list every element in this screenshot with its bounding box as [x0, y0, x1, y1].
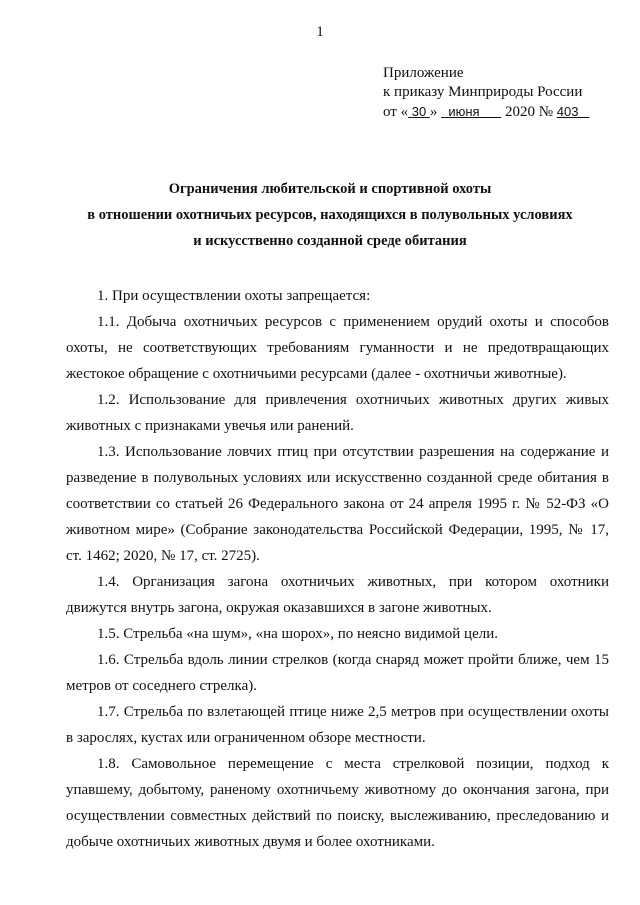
paragraph-1-6: 1.6. Стрельба вдоль линии стрелков (когда снаряд может пройти ближе, чем 15 метров от соседнего стрелка). — [66, 652, 609, 694]
order-number: 403 — [556, 104, 579, 119]
annex-block — [383, 64, 589, 122]
document-title — [40, 176, 620, 254]
paragraph-1-5: 1.5. Стрельба «на шум», «на шорох», по неясно видимой цели. — [97, 626, 498, 642]
paragraph-1-7: 1.7. Стрельба по взлетающей птице ниже 2,5 метров при осуществлении охоты в зарослях, кустах или ограниченном обзоре местности. — [66, 704, 609, 746]
title-line-1: Ограничения любительской и спортивной охоты — [168, 181, 492, 197]
paragraph-1-3: 1.3. Использование ловчих птиц при отсутствии разрешения на содержание и разведение в полувольных условиях или искусственно созданной среде обитания в соответствии со статьей 26 Федерального закона от 24 апреля 1995 г. № 52-ФЗ «О животном мире» (Собрание законодательства Российской Федерации, 1995, № 17, ст. 1462; 2020, № 17, ст. 2725). — [66, 444, 609, 564]
page-number: 1 — [316, 24, 324, 40]
date-month: июня — [448, 104, 480, 119]
paragraph-1-2: 1.2. Использование для привлечения охотничьих животных других живых животных с признаками увечья или ранений. — [66, 392, 609, 434]
paragraph-1: 1. При осуществлении охоты запрещается: — [97, 288, 371, 304]
paragraph-1-1: 1.1. Добыча охотничьих ресурсов с применением орудий охоты и способов охоты, не соответствующих требованиям гуманности и не предотвращающих жестокое обращение с охотничьими ресурсами (далее - охотничьи животные). — [66, 314, 609, 382]
title-line-2: в отношении охотничьих ресурсов, находящихся в полувольных условиях — [87, 207, 573, 223]
date-close-quote: » — [429, 104, 438, 120]
number-prefix: № — [538, 104, 554, 120]
date-day: 30 — [411, 104, 427, 119]
date-prefix: от « — [383, 104, 409, 120]
date-year: 2020 — [504, 104, 535, 120]
paragraph-1-4: 1.4. Организация загона охотничьих животных, при котором охотники движутся внутрь загона, окружая оказавшихся в загоне животных. — [66, 574, 609, 616]
document-body — [66, 283, 609, 855]
title-line-3: и искусственно созданной среде обитания — [193, 233, 467, 249]
paragraph-1-8: 1.8. Самовольное перемещение с места стрелковой позиции, подход к упавшему, добытому, раненому охотничьему животному до окончания загона, при осуществлении совместных действий по поиску, выслеживанию, преследованию и добыче охотничьих животных двумя и более охотниками. — [66, 756, 609, 850]
annex-label: Приложение — [383, 65, 464, 81]
annex-date-number — [383, 102, 589, 122]
annex-order-ref: к приказу Минприроды России — [383, 84, 583, 100]
